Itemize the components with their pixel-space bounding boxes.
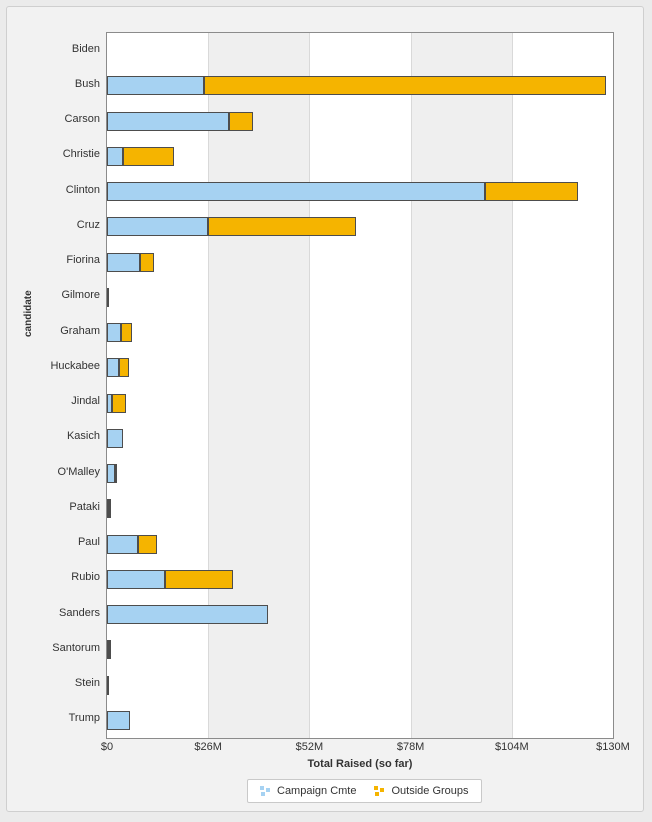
bar-row[interactable] [107, 41, 613, 60]
bar-segment-campaign-cmte[interactable] [107, 288, 109, 307]
bar-row[interactable] [107, 464, 613, 483]
bar-segment-campaign-cmte[interactable] [107, 112, 229, 131]
bar-segment-campaign-cmte[interactable] [107, 535, 138, 554]
y-tick-label: Clinton [65, 183, 100, 196]
legend-swatch-icon [374, 786, 385, 797]
y-tick-label: Sanders [59, 606, 100, 619]
bar-row[interactable] [107, 640, 613, 659]
plot-band [208, 33, 309, 738]
y-tick-label: Bush [74, 77, 100, 90]
y-tick-label: Pataki [69, 500, 100, 513]
bar-segment-outside-groups[interactable] [119, 358, 129, 377]
bar-row[interactable] [107, 288, 613, 307]
legend-label: Outside Groups [391, 785, 469, 797]
bar-segment-campaign-cmte[interactable] [107, 464, 115, 483]
y-axis-labels [7, 32, 100, 739]
bar-segment-campaign-cmte[interactable] [107, 358, 119, 377]
y-tick-label: Kasich [66, 430, 100, 443]
x-tick-label: $78M [396, 741, 425, 753]
bar-segment-campaign-cmte[interactable] [107, 147, 123, 166]
bar-segment-outside-groups[interactable] [165, 570, 233, 589]
bar-segment-campaign-cmte[interactable] [107, 570, 165, 589]
bar-row[interactable] [107, 112, 613, 131]
bar-segment-outside-groups[interactable] [109, 499, 111, 518]
bar-row[interactable] [107, 182, 613, 201]
y-tick-label: Santorum [52, 641, 100, 654]
plot-area[interactable] [106, 32, 614, 739]
y-tick-label: O'Malley [57, 465, 100, 478]
y-tick-label: Stein [74, 677, 100, 690]
bar-row[interactable] [107, 676, 613, 695]
gridline [208, 33, 209, 738]
bar-segment-campaign-cmte[interactable] [107, 323, 121, 342]
x-axis-title: Total Raised (so far) [307, 758, 413, 770]
bar-row[interactable] [107, 535, 613, 554]
bar-segment-campaign-cmte[interactable] [107, 605, 268, 624]
bar-segment-outside-groups[interactable] [112, 394, 127, 413]
chart-card [6, 6, 644, 812]
bar-row[interactable] [107, 358, 613, 377]
y-tick-label: Trump [68, 712, 100, 725]
x-tick-label: $0 [100, 741, 114, 753]
bar-segment-campaign-cmte[interactable] [107, 253, 140, 272]
bar-row[interactable] [107, 570, 613, 589]
x-tick-label: $130M [596, 741, 630, 753]
y-tick-label: Gilmore [61, 289, 100, 302]
y-axis-title: candidate [23, 290, 34, 337]
gridline [512, 33, 513, 738]
y-tick-label: Graham [60, 324, 100, 337]
y-tick-label: Jindal [71, 395, 100, 408]
bar-segment-outside-groups[interactable] [138, 535, 157, 554]
bar-row[interactable] [107, 429, 613, 448]
bar-segment-outside-groups[interactable] [208, 217, 356, 236]
bar-segment-campaign-cmte[interactable] [107, 676, 109, 695]
y-tick-label: Fiorina [66, 254, 100, 267]
y-tick-label: Carson [64, 113, 100, 126]
bar-segment-outside-groups[interactable] [229, 112, 252, 131]
y-tick-label: Christie [62, 148, 100, 161]
x-axis-labels [100, 741, 630, 757]
bar-segment-outside-groups[interactable] [109, 640, 111, 659]
bar-row[interactable] [107, 147, 613, 166]
bar-segment-campaign-cmte[interactable] [107, 217, 208, 236]
x-tick-label: $104M [494, 741, 529, 753]
bar-segment-campaign-cmte[interactable] [107, 76, 204, 95]
bar-segment-outside-groups[interactable] [115, 464, 117, 483]
bar-row[interactable] [107, 76, 613, 95]
gridline [309, 33, 310, 738]
bar-segment-campaign-cmte[interactable] [107, 429, 123, 448]
bar-segment-outside-groups[interactable] [204, 76, 606, 95]
plot-band [411, 33, 512, 738]
y-tick-label: Biden [71, 42, 100, 55]
x-tick-label: $52M [295, 741, 324, 753]
x-tick-label: $26M [194, 741, 222, 753]
bar-row[interactable] [107, 711, 613, 730]
bar-segment-outside-groups[interactable] [121, 323, 133, 342]
bar-segment-outside-groups[interactable] [485, 182, 578, 201]
legend-swatch-icon [260, 786, 271, 797]
bar-row[interactable] [107, 499, 613, 518]
bar-row[interactable] [107, 605, 613, 624]
chart-legend [247, 779, 482, 803]
bar-row[interactable] [107, 217, 613, 236]
bar-row[interactable] [107, 323, 613, 342]
gridline [411, 33, 412, 738]
bar-row[interactable] [107, 253, 613, 272]
y-tick-label: Paul [77, 536, 100, 549]
legend-outside-groups[interactable] [374, 785, 468, 797]
y-tick-label: Rubio [71, 571, 100, 584]
y-tick-label: Cruz [76, 218, 100, 231]
bar-segment-outside-groups[interactable] [123, 147, 174, 166]
bar-row[interactable] [107, 394, 613, 413]
bar-segment-campaign-cmte[interactable] [107, 711, 130, 730]
bar-segment-outside-groups[interactable] [140, 253, 154, 272]
bar-segment-campaign-cmte[interactable] [107, 182, 485, 201]
legend-campaign-cmte[interactable] [260, 785, 356, 797]
y-tick-label: Huckabee [50, 359, 100, 372]
legend-label: Campaign Cmte [277, 785, 357, 797]
